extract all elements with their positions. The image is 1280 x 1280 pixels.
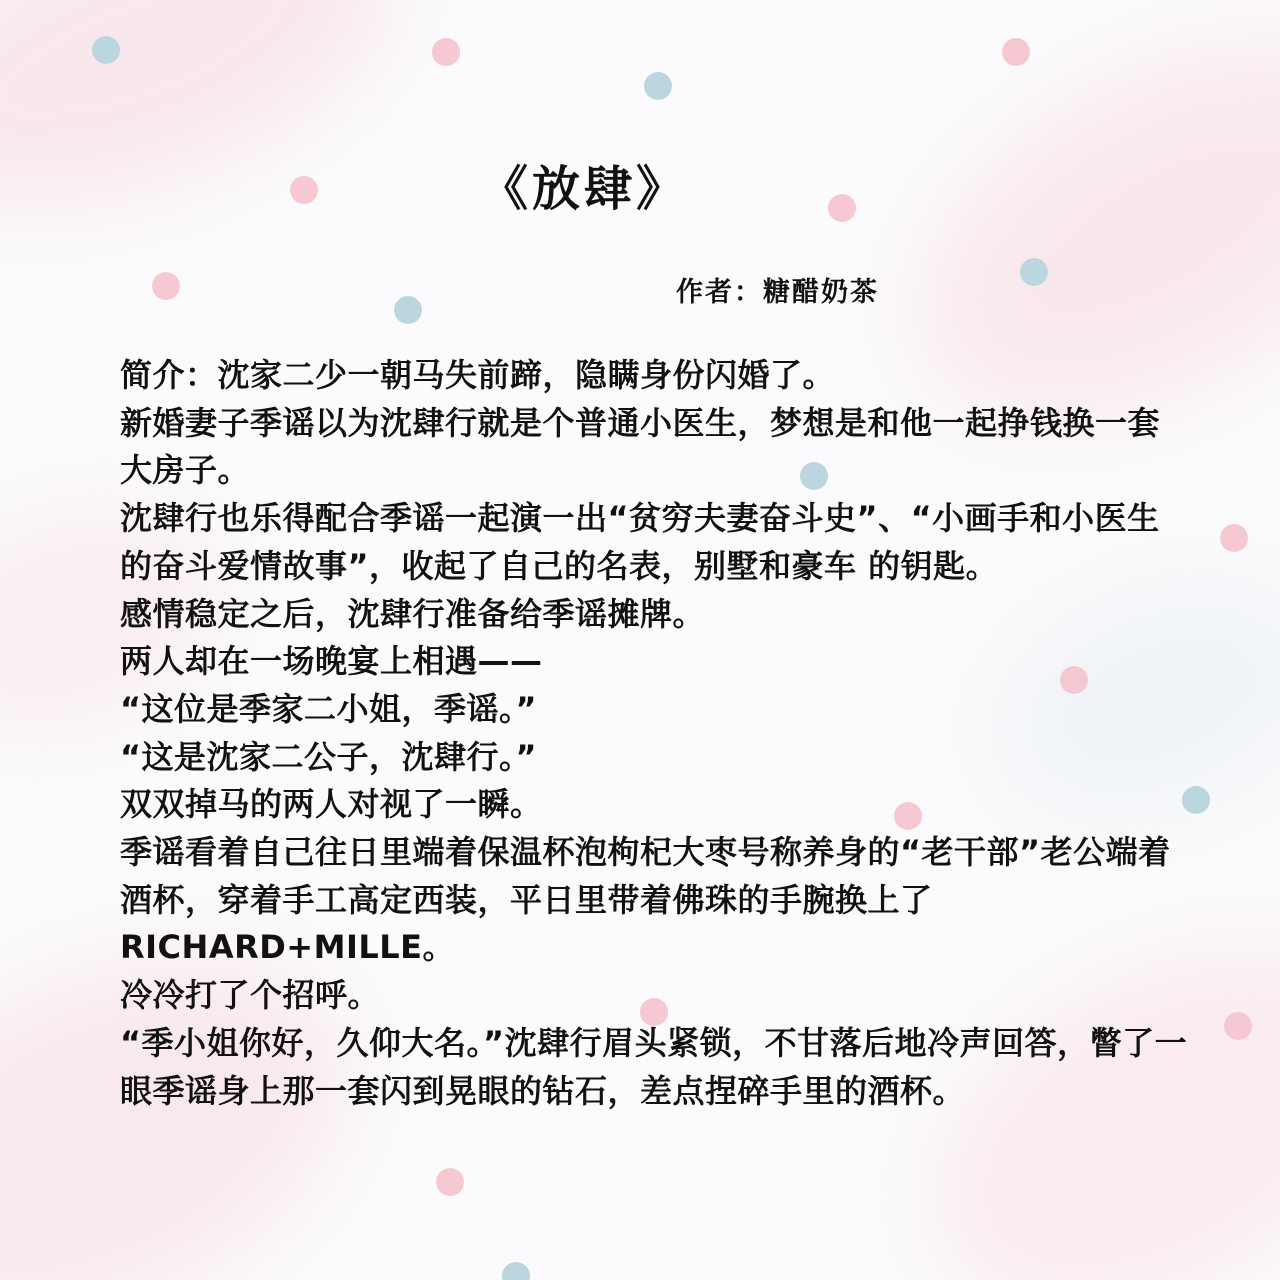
polka-dot [1002,38,1030,66]
paragraph: “这位是季家二小姐，季谣。” [120,689,538,728]
paragraph: 季谣看着自己往日里端着保温杯泡枸杞大枣号称养身的“老干部”老公端着酒杯，穿着手工高定西装，平日里带着佛珠的手腕换上了RICHARD+MILLE。 [120,833,1171,967]
paragraph: 沈肆行也乐得配合季谣一起演一出“贫穷夫妻奋斗史”、“小画手和小医生的奋斗爱情故事”，收起了自己的名表，别墅和豪车 的钥匙。 [120,499,1160,585]
book-title: 《放肆》 [480,161,689,217]
synopsis-body [120,352,1190,1115]
polka-dot [1220,524,1248,552]
paragraph: 感情稳定之后，沈肆行准备给季谣摊牌。 [120,594,706,633]
polka-dot [828,194,856,222]
polka-dot [290,176,318,204]
polka-dot [1224,1012,1252,1040]
paragraph: 双双掉马的两人对视了一瞬。 [120,785,543,824]
paragraph: 新婚妻子季谣以为沈肆行就是个普通小医生，梦想是和他一起挣钱换一套大房子。 [120,403,1161,490]
polka-dot [432,38,460,66]
paragraph: 简介：沈家二少一朝马失前蹄，隐瞒身份闪婚了。 [120,356,836,394]
polka-dot [92,36,120,64]
polka-dot [394,296,422,324]
paragraph: 两人却在一场晚宴上相遇—— [120,642,543,681]
polka-dot [644,72,672,100]
paragraph: 冷冷打了个招呼。 [120,976,381,1015]
polka-dot [436,1168,464,1196]
author-line: 作者：糖醋奶茶 [676,277,879,308]
polka-dot [152,272,180,300]
pink-wash [0,0,429,261]
paragraph: “这是沈家二公子，沈肆行。” [120,737,538,776]
polka-dot [1020,258,1048,286]
paragraph: “季小姐你好，久仰大名。”沈肆行眉头紧锁，不甘落后地冷声回答，瞥了一眼季谣身上那一套闪到晃眼的钻石，差点捏碎手里的酒杯。 [120,1023,1188,1110]
polka-dot [502,1262,530,1280]
